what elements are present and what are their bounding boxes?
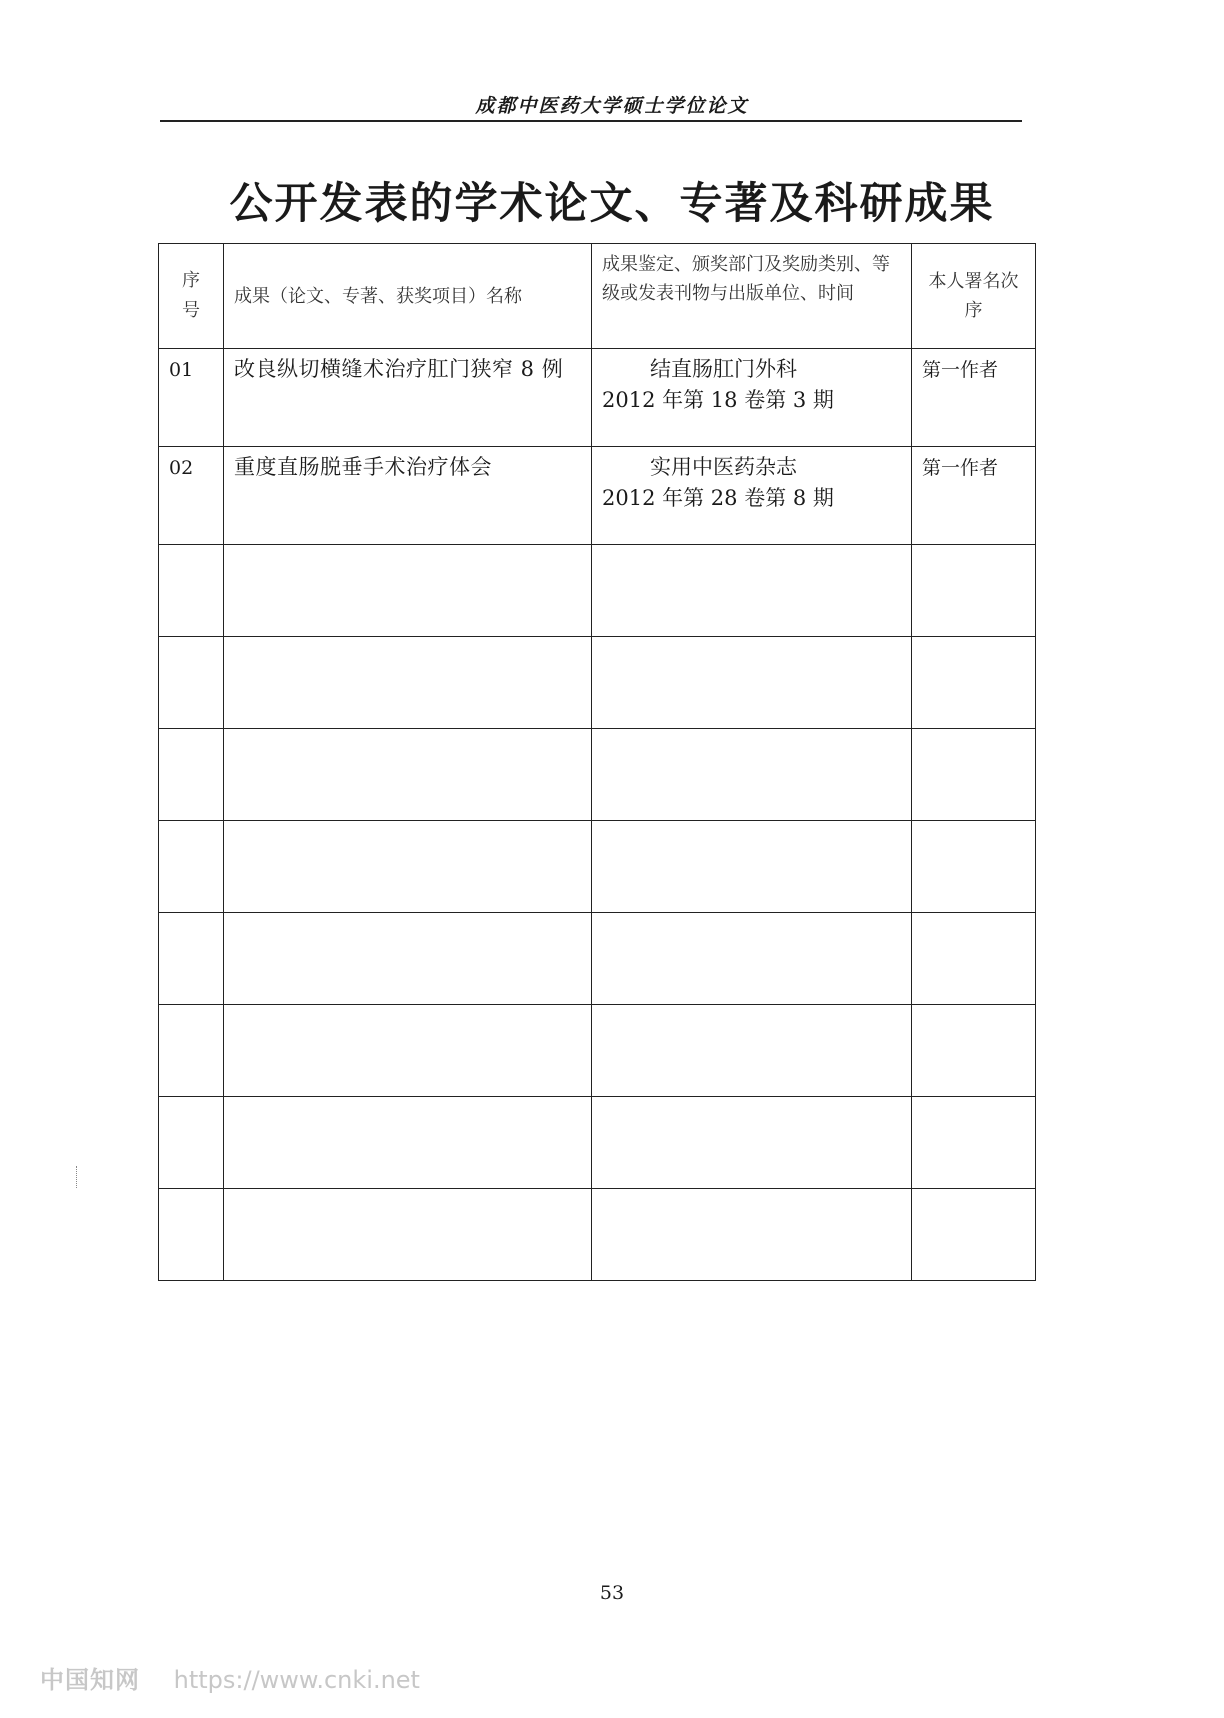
- header-name: 成果（论文、专著、获奖项目）名称: [224, 244, 592, 349]
- header-author-order: 本人署名次序: [912, 244, 1036, 349]
- row-author-order: [912, 637, 1036, 729]
- table-header-row: [159, 244, 1036, 349]
- row-author-order: [912, 1189, 1036, 1281]
- table-row-empty: [159, 913, 1036, 1005]
- row-publication: [592, 447, 912, 545]
- table-row-empty: [159, 821, 1036, 913]
- row-index: 01: [159, 349, 224, 447]
- row-index: 02: [159, 447, 224, 545]
- watermark: [40, 1660, 420, 1695]
- header-index: 序号: [159, 244, 224, 349]
- row-issue: 2012 年第 28 卷第 8 期: [602, 486, 834, 510]
- row-publication: [592, 1189, 912, 1281]
- header-publication: 成果鉴定、颁奖部门及奖励类别、等级或发表刊物与出版单位、时间: [592, 244, 912, 349]
- watermark-logo: 中国知网: [40, 1666, 140, 1694]
- row-index: [159, 1005, 224, 1097]
- row-index: [159, 637, 224, 729]
- row-name: [224, 1189, 592, 1281]
- row-publication: [592, 1005, 912, 1097]
- row-name: [224, 821, 592, 913]
- row-index: [159, 821, 224, 913]
- row-publication: [592, 545, 912, 637]
- table-row: [159, 349, 1036, 447]
- page-number: 53: [599, 1582, 625, 1604]
- watermark-url: https://www.cnki.net: [173, 1666, 420, 1694]
- row-publication: [592, 729, 912, 821]
- row-name: 重度直肠脱垂手术治疗体会: [224, 447, 592, 545]
- row-publication: [592, 349, 912, 447]
- row-name: [224, 729, 592, 821]
- row-author-order: [912, 1097, 1036, 1189]
- page-title: 公开发表的学术论文、专著及科研成果: [229, 179, 995, 229]
- table-row-empty: [159, 545, 1036, 637]
- header-rule: [160, 120, 1022, 122]
- row-index: [159, 913, 224, 1005]
- running-header: 成都中医药大学硕士学位论文: [475, 95, 749, 117]
- row-index: [159, 545, 224, 637]
- row-author-order: [912, 1005, 1036, 1097]
- row-publication: [592, 1097, 912, 1189]
- row-name: 改良纵切横缝术治疗肛门狭窄 8 例: [224, 349, 592, 447]
- table-row-empty: [159, 1189, 1036, 1281]
- row-journal: 实用中医药杂志: [650, 455, 797, 479]
- row-index: [159, 729, 224, 821]
- row-journal: 结直肠肛门外科: [650, 357, 797, 381]
- row-issue: 2012 年第 18 卷第 3 期: [602, 388, 834, 412]
- row-publication: [592, 637, 912, 729]
- row-author-order: [912, 545, 1036, 637]
- row-name: [224, 1097, 592, 1189]
- scan-mark: [76, 1166, 79, 1188]
- row-author-order: [912, 729, 1036, 821]
- row-publication: [592, 821, 912, 913]
- table-row-empty: [159, 729, 1036, 821]
- row-author-order: [912, 821, 1036, 913]
- row-name: [224, 913, 592, 1005]
- row-author-order: [912, 913, 1036, 1005]
- row-name: [224, 637, 592, 729]
- table-row-empty: [159, 1097, 1036, 1189]
- results-table: [158, 243, 1036, 1281]
- table-row-empty: [159, 1005, 1036, 1097]
- row-publication: [592, 913, 912, 1005]
- row-name: [224, 545, 592, 637]
- row-author-order: 第一作者: [912, 349, 1036, 447]
- table-row: [159, 447, 1036, 545]
- row-index: [159, 1097, 224, 1189]
- table-row-empty: [159, 637, 1036, 729]
- row-name: [224, 1005, 592, 1097]
- row-index: [159, 1189, 224, 1281]
- row-author-order: 第一作者: [912, 447, 1036, 545]
